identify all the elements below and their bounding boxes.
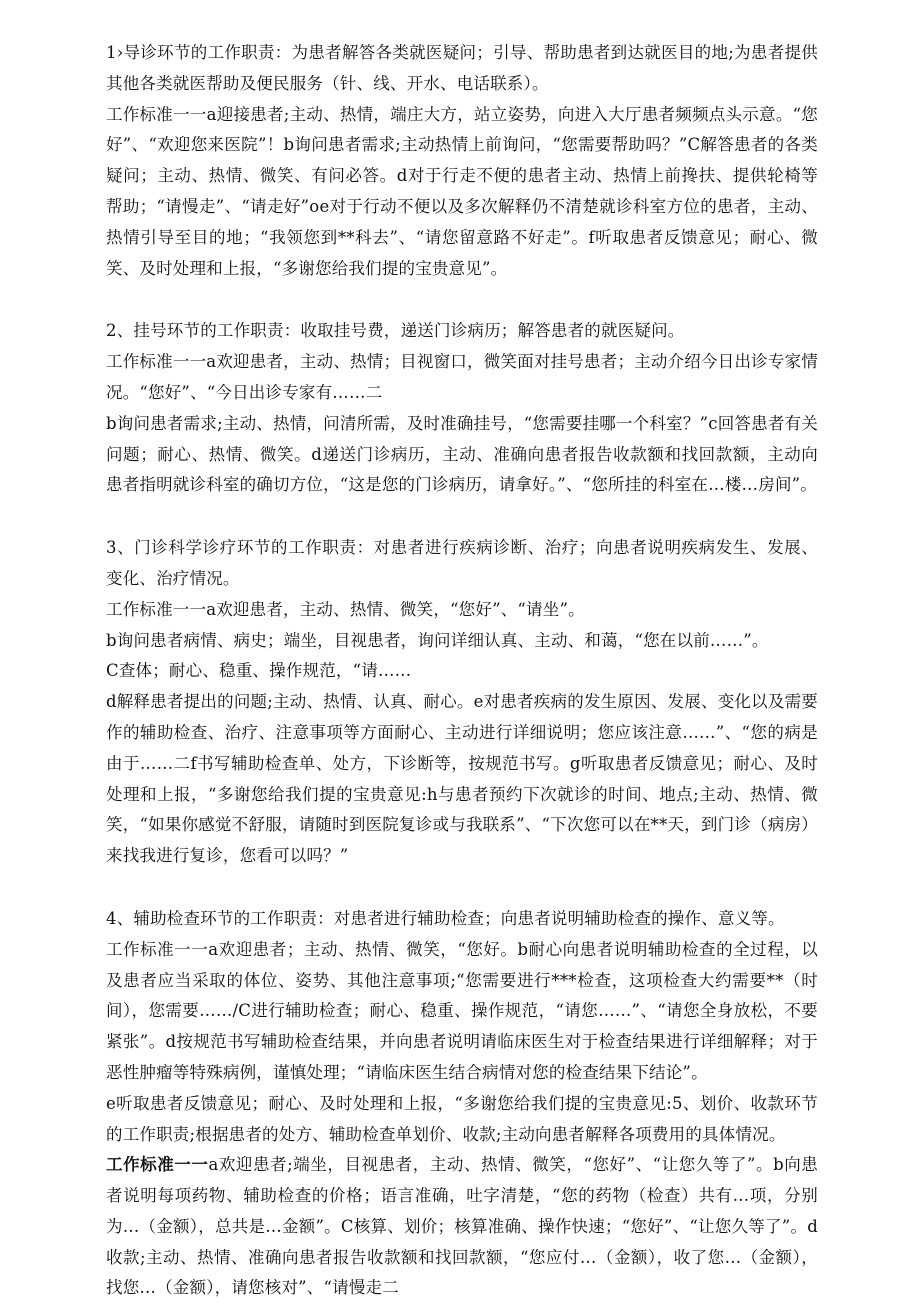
section-3-standard-c: C查体；耐心、稳重、操作规范，“请…… [106,661,412,681]
section-4-heading: 4、辅助检查环节的工作职责：对患者进行辅助检查；向患者说明辅助检查的操作、意义等。 [106,908,785,928]
section-5-standard [106,1150,818,1304]
section-1-standard: 工作标准一一a迎接患者;主动、热情，端庄大方，站立姿势，向进入大厅患者频频点头示意。“您好”、“欢迎您来医院”！b询问患者需求;主动热情上前询问，“您需要帮助吗？”C解答患者的各类疑问；主动、热情、微笑、有问必答。d对于行走不便的患者主动、热情上前搀扶、提供轮椅等帮助；“请慢走”、“请走好”oe对于行动不便以及多次解释仍不清楚就诊科室方位的患者，主动、热情引导至目的地；“我领您到**科去”、“请您留意路不好走”。f听取患者反馈意见；耐心、微笑、及时处理和上报，“多谢您给我们提的宝贵意见”。 [106,104,818,278]
standard-text: a欢迎患者;端坐，目视患者，主动、热情、微笑，“您好”、“让您久等了”。b向患者说明每项药物、辅助检查的价格；语言准确，吐字清楚，“您的药物（检查）共有…项，分别为…（金额），总共是…金额”。C核算、划价；核算准确、操作快速；“您好”、“让您久等了”。d收款;主动、热情、准确向患者报告收款额和找回款额，“您应付…（金额），收了您…（金额），找您…（金额），请您核对”、“请慢走二 [106,1155,819,1298]
section-4-standard: 工作标准一一a欢迎患者；主动、热情、微笑，“您好。b耐心向患者说明辅助检查的全过程，以及患者应当采取的体位、姿势、其他注意事项;“您需要进行***检查，这项检查大约需要**（时间），您需要……/C进行辅助检查；耐心、稳重、操作规范，“请您……”、“请您全身放松，不要紧张”。d按规范书写辅助检查结果，并向患者说明请临床医生对于检查结果进行详细解释；对于恶性肿瘤等特殊病例，谨慎处理；“请临床医生结合病情对您的检查结果下结论”。 [106,939,818,1082]
section-divider [106,501,818,533]
section-2-standard-b: b询问患者需求;主动、热情，问清所需，及时准确挂号，“您需要挂哪一个科室？”c回答患者有关问题；耐心、热情、微笑。d递送门诊病历，主动、准确向患者报告收款额和找回款额，主动向患者指明就诊科室的确切方位，“这是您的门诊病历，请拿好。”、“您所挂的科室在…楼…房间”。 [106,413,818,495]
section-2-standard-a: 工作标准一一a欢迎患者，主动、热情；目视窗口，微笑面对挂号患者；主动介绍今日出诊专家情况。“您好”、“今日出诊专家有……二 [106,352,818,402]
section-1-heading: 1›导诊环节的工作职责：为患者解答各类就医疑问；引导、帮助患者到达就医目的地;为患者提供其他各类就医帮助及便民服务（针、线、开水、电话联系）。 [106,43,818,93]
section-divider [106,284,818,316]
document-page [106,38,818,1304]
standard-bold-lead: 工作标准一一 [106,1155,209,1175]
section-3-standard-b: b询问患者病情、病史；端坐，目视患者，询问详细认真、主动、和蔼，“您在以前……”。 [106,630,769,650]
section-divider [106,872,818,904]
section-3-heading: 3、门诊科学诊疗环节的工作职责：对患者进行疾病诊断、治疗；向患者说明疾病发生、发展、变化、治疗情况。 [106,538,818,588]
section-4-feedback: e听取患者反馈意见；耐心、及时处理和上报，“多谢您给我们提的宝贵意见:5、划价、收款环节的工作职责;根据患者的处方、辅助检查单划价、收款;主动向患者解释各项费用的具体情况。 [106,1093,818,1144]
section-2-heading: 2、挂号环节的工作职责：收取挂号费，递送门诊病历；解答患者的就医疑问。 [106,321,685,341]
section-3-standard-d: d解释患者提出的问题;主动、热情、认真、耐心。e对患者疾病的发生原因、发展、变化以及需要作的辅助检查、治疗、注意事项等方面耐心、主动进行详细说明；您应该注意……”、“您的病是由于……二f书写辅助检查单、处方，下诊断等，按规范书写。g听取患者反馈意见；耐心、及时处理和上报，“多谢您给我们提的宝贵意见:h与患者预约下次就诊的时间、地点;主动、热情、微笑，“如果你感觉不舒服，请随时到医院复诊或与我联系”、“下次您可以在**天，到门诊（病房）来找我进行复诊，您看可以吗？” [106,692,818,866]
section-3-standard-a: 工作标准一一a欢迎患者，主动、热情、微笑，“您好”、“请坐”。 [106,599,585,619]
